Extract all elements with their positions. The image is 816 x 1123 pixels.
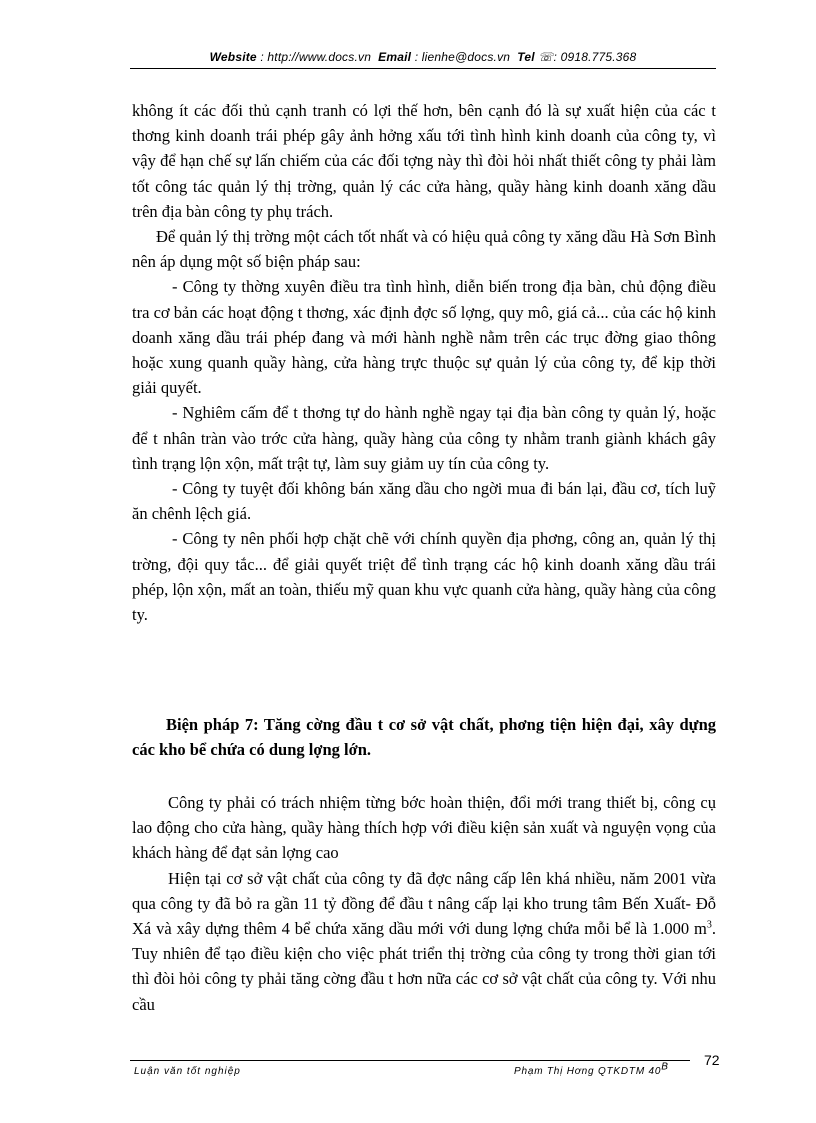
email-label: Email bbox=[378, 50, 412, 64]
tel-label: Tel bbox=[517, 50, 535, 64]
superscript-3: 3 bbox=[706, 919, 712, 931]
paragraph-7: Công ty phải có trách nhiệm từng bớc hoàn thiện, đổi mới trang thiết bị, công cụ lao động cho cửa hàng, quầy hàng thích hợp với điều kiện sản xuất và nguyện vọng của khách hàng để đạt sản lợng cao bbox=[132, 793, 716, 863]
section-heading: Biện pháp 7: Tăng cờng đầu t cơ sở vật chất, phơng tiện hiện đại, xây dựng các kho bể chứa có dung lợng lớn. bbox=[132, 715, 716, 760]
paragraph-2: Để quản lý thị trờng một cách tốt nhất và có hiệu quả công ty xăng dầu Hà Sơn Bình nên áp dụng một số biện pháp sau: bbox=[132, 227, 716, 272]
page-number: 72 bbox=[704, 1052, 720, 1068]
paragraph-6: - Công ty nên phối hợp chặt chẽ với chính quyền địa phơng, công an, quản lý thị trờng, đội quy tắc... để giải quyết triệt để tình trạng các hộ kinh doanh xăng dầu trái phép, lộn xộn, mất an toàn, thiếu mỹ quan khu vực quanh cửa hàng, quầy hàng của công ty. bbox=[132, 529, 716, 625]
paragraph-8-part-1: Hiện tại cơ sở vật chất của công ty đã đợc nâng cấp lên khá nhiều, năm 2001 vừa qua công ty đã bỏ ra gần 11 tỷ đồng để đầu t nâng cấp lại kho trung tâm Bến Xuất- Đỗ Xá và xây dựng thêm 4 bể chứa xăng dầu mới với dung lợng chứa mỗi bể là 1.000 m bbox=[132, 868, 716, 939]
footer-author: Phạm Thị Hơng QTKDTM 40 bbox=[514, 1066, 662, 1077]
website-value: : http://www.docs.vn bbox=[260, 50, 372, 64]
page-header bbox=[130, 50, 716, 64]
paragraph-1: không ít các đối thủ cạnh tranh có lợi thế hơn, bên cạnh đó là sự xuất hiện của các t thơng kinh doanh trái phép gây ảnh hởng xấu tới tình hình kinh doanh của công ty, vì vậy để hạn chế sự lấn chiếm của các đối tợng này thì đòi hỏi nhất thiết công ty phải làm tốt công tác quản lý thị trờng, quản lý các cửa hàng, quầy hàng kinh doanh xăng dầu trên địa bàn công ty phụ trách. bbox=[132, 101, 716, 221]
email-value: : lienhe@docs.vn bbox=[414, 50, 511, 64]
paragraph-3: - Công ty thờng xuyên điều tra tình hình, diễn biến trong địa bàn, chủ động điều tra cơ bản các hoạt động t thơng, xác định đợc số lợng, quy mô, giá cả... của các hộ kinh doanh xăng dầu trái phép đang và mới hành nghề nằm trên các trục đờng giao thông hoặc xung quanh quầy hàng, cửa hàng trực thuộc sự quản lý của công ty, để kịp thời giải quyết. bbox=[132, 277, 716, 398]
paragraph-5: - Công ty tuyệt đối không bán xăng dầu cho ngời mua đi bán lại, đầu cơ, tích luỹ ăn chênh lệch giá. bbox=[132, 479, 716, 524]
footer-left-text: Luận văn tốt nghiệp bbox=[134, 1066, 241, 1077]
paragraph-8-part-2: . Tuy nhiên để tạo điều kiện cho việc phát triển thị trờng của công ty trong thời gian tới thì đòi hỏi công ty phải tăng cờng đầu t hơn nữa các cơ sở vật chất của công ty. Với nhu cầu bbox=[132, 919, 716, 1014]
website-label: Website bbox=[209, 50, 257, 64]
footer-superscript: B bbox=[661, 1061, 669, 1073]
footer-divider bbox=[130, 1060, 690, 1061]
paragraph-4: - Nghiêm cấm để t thơng tự do hành nghề ngay tại địa bàn công ty quản lý, hoặc để t nhân tràn vào trớc cửa hàng, quầy hàng của công ty nhằm tranh giành khách gây tình trạng lộn xộn, mất trật tự, làm suy giảm uy tín của công ty. bbox=[132, 403, 716, 473]
header-divider bbox=[130, 68, 716, 69]
body-text-section-1 bbox=[132, 98, 716, 627]
phone-icon: ☏ bbox=[538, 50, 554, 64]
footer-right-text bbox=[514, 1061, 669, 1077]
body-text-section-2 bbox=[132, 790, 716, 1017]
tel-value: : 0918.775.368 bbox=[553, 50, 637, 64]
paragraph-8 bbox=[132, 866, 716, 1017]
